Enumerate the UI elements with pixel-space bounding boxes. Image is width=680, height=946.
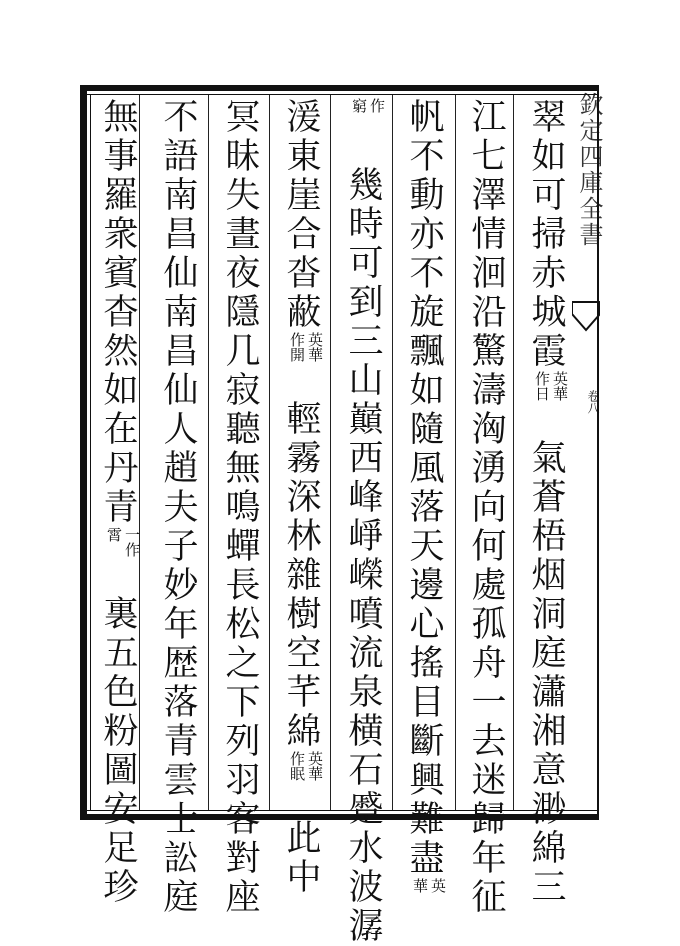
main-text: 帆不動亦不旋飄如隨風落天邊心搖目斷興難盡 <box>404 98 444 878</box>
interlinear-note <box>288 751 324 819</box>
note-right-line: 一作 <box>123 527 141 557</box>
main-text: 幾時可到三山巔西峰崢嶸噴流泉横石蹙水波潺 <box>343 166 383 946</box>
frame-border-top <box>84 85 597 91</box>
note-left-line: 作眠 <box>288 751 306 781</box>
frame-border-left-inner <box>90 94 91 811</box>
note-left-line: 作開 <box>288 332 306 362</box>
text-column-5 <box>278 98 324 897</box>
note-left-line: 作日 <box>533 371 551 401</box>
frame-border-left <box>80 85 87 820</box>
note-right-line: 英華 <box>306 751 324 781</box>
frame-border-top-inner <box>84 94 597 95</box>
main-text: 無事羅衆賓杳然如在丹青 <box>98 98 138 527</box>
main-text: 氣蒼梧烟洞庭瀟湘意渺綿三 <box>526 439 566 907</box>
text-column-6 <box>217 98 263 917</box>
book-title: 欽定四庫全書 <box>575 92 603 248</box>
interlinear-note <box>350 98 386 166</box>
main-text: 江七澤情洄沿驚濤洶湧向何處孤舟一去迷歸年征 <box>466 98 506 917</box>
main-text: 不語南昌仙南昌仙人趙夫子妙年歴落青雲士訟庭 <box>158 98 198 917</box>
main-text: 輕霧深林雜樹空芊綿 <box>281 400 321 751</box>
main-text: 湲東崖合沓蔽 <box>281 98 321 332</box>
column-rule <box>513 95 514 810</box>
note-right-line: 英 <box>429 878 447 893</box>
fish-tail-mark <box>572 300 600 340</box>
interlinear-note <box>411 878 447 946</box>
text-column-3 <box>401 98 447 893</box>
column-rule <box>269 95 270 810</box>
note-left-line: 霄 <box>105 527 123 542</box>
note-right-line: 英華 <box>306 332 324 362</box>
column-rule <box>208 95 209 810</box>
column-rule <box>455 95 456 810</box>
main-text: 此中 <box>281 819 321 897</box>
main-text: 冥昧失晝夜隱几寂聽無鳴蟬長松之下列羽客對座 <box>220 98 260 917</box>
text-column-8 <box>95 98 141 907</box>
note-right-line: 英華 <box>551 371 569 401</box>
note-left-line: 華 <box>411 878 429 893</box>
text-column-7 <box>155 98 201 917</box>
text-column-1 <box>523 98 569 907</box>
interlinear-note <box>533 371 569 439</box>
main-text: 翠如可掃赤城霞 <box>526 98 566 371</box>
note-left-line: 窮 <box>350 98 368 113</box>
interlinear-note <box>105 527 141 595</box>
main-text: 裏五色粉圖安足珍 <box>98 595 138 907</box>
column-rule <box>330 95 331 810</box>
interlinear-note <box>288 332 324 400</box>
volume-number: 卷八 <box>586 390 600 414</box>
note-right-line: 作 <box>368 98 386 113</box>
text-column-2 <box>463 98 509 917</box>
text-column-4 <box>340 98 386 946</box>
column-rule <box>392 95 393 810</box>
